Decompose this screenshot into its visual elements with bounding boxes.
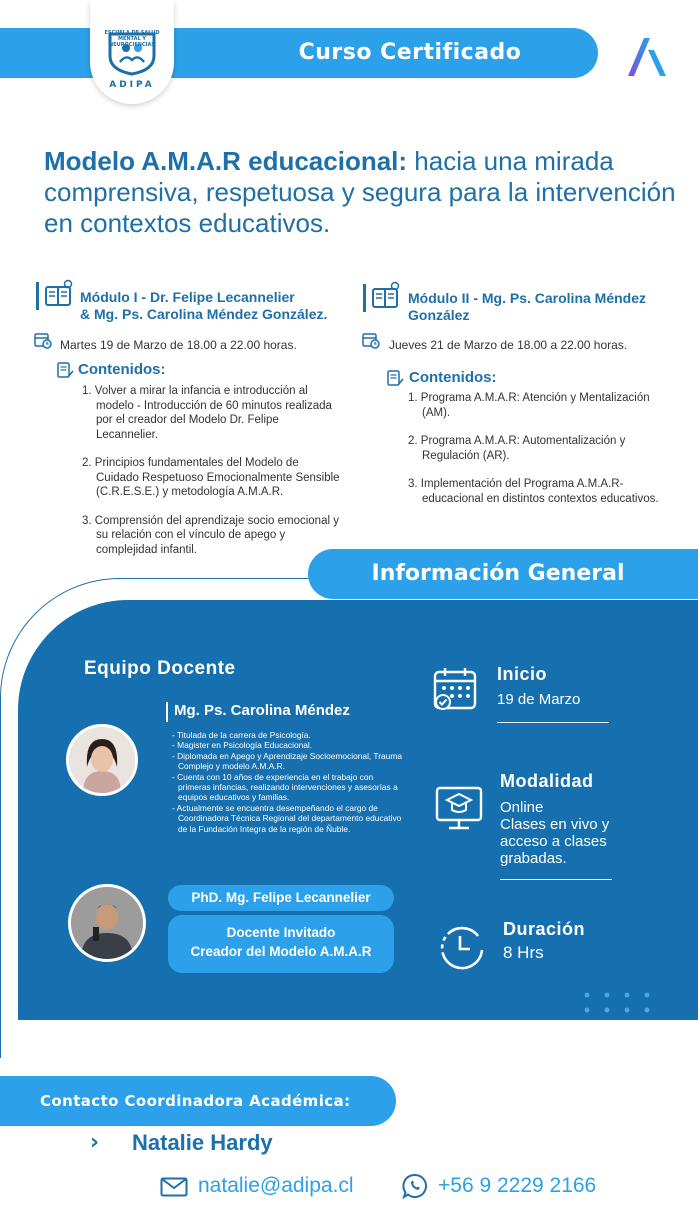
list-item: 2. Programa A.M.A.R: Automentalización y Regulación (AR). <box>408 435 626 462</box>
module-2-title-line1: Módulo II - Mg. Ps. Carolina Méndez <box>408 290 647 306</box>
module-2-title-line2: González <box>408 307 470 323</box>
module-1-contents-list <box>82 384 344 571</box>
list-item: - Diplomada en Apego y Aprendizaje Socioemocional, Trauma Complejo y modelo A.M.A.R. <box>172 750 402 772</box>
teacher-avatar <box>66 724 138 796</box>
guest-name-pill: PhD. Mg. Felipe Lecannelier <box>168 885 394 911</box>
module-2-contents-list <box>408 391 664 520</box>
module-2-date: Jueves 21 de Marzo de 18.00 a 22.00 horas. <box>389 338 628 352</box>
mode-value-3: acceso a clases <box>500 833 607 850</box>
online-class-icon <box>434 782 484 834</box>
module-1-accent-bar <box>36 282 39 310</box>
list-item: - Magister en Psicología Educacional. <box>172 740 313 751</box>
guest-avatar <box>68 884 146 962</box>
mode-value-1: Online <box>500 799 544 816</box>
adipa-logo-brand: ADIPA <box>109 80 155 90</box>
chevron-right-icon: › <box>90 1130 100 1155</box>
duration-label: Duración <box>503 919 586 939</box>
module-1-date: Martes 19 de Marzo de 18.00 a 22.00 horas. <box>60 338 297 352</box>
calendar-clock-icon <box>34 331 52 349</box>
teacher-name-bar <box>166 702 168 722</box>
module-1-title-line2: & Mg. Ps. Carolina Méndez González. <box>80 306 328 322</box>
book-lightbulb-icon <box>44 279 74 309</box>
list-item: 2. Principios fundamentales del Modelo de Cuidado Respetuoso Emocionalmente Sensible (C.R.E.S.E.) y metodología A.M.A.R. <box>82 457 340 498</box>
list-item: - Cuenta con 10 años de experiencia en el trabajo con primeras infancias, realizando intervenciones y asesorías a equipos educativos y familias. <box>172 771 398 803</box>
page-title <box>44 146 684 239</box>
list-item: - Titulada de la carrera de Psicología. <box>172 730 311 740</box>
module-2-accent-bar <box>363 284 366 312</box>
list-item: - Actualmente se encuentra desempeñando el cargo de Coordinadora Técnica Regional del departamento educativo de la Fundación Integra de la región de Ñuble. <box>172 802 402 834</box>
book-lightbulb-icon <box>371 281 401 311</box>
duration-value: 8 Hrs <box>503 943 544 962</box>
list-item: 1. Programa A.M.A.R: Atención y Mentalización (AM). <box>408 392 650 419</box>
separator <box>497 722 609 723</box>
person-avatar-icon <box>69 727 135 793</box>
contact-name: Natalie Hardy <box>132 1130 273 1155</box>
info-section-title: Información General <box>371 561 625 586</box>
whatsapp-icon <box>402 1173 428 1199</box>
separator <box>500 879 612 880</box>
guest-role-box <box>168 915 394 973</box>
document-edit-icon <box>386 369 404 387</box>
mode-label: Modalidad <box>500 771 594 791</box>
decorative-dots <box>584 992 654 1016</box>
list-item: 3. Implementación del Programa A.M.A.R-educacional en distintos contextos educativos. <box>408 478 659 505</box>
contact-phone-link[interactable]: +56 9 2229 2166 <box>438 1174 597 1197</box>
header-badge-text: Curso Certificado <box>298 40 522 65</box>
document-edit-icon <box>56 361 74 379</box>
list-item: 1. Volver a mirar la infancia e introducción al modelo - Introducción de 60 minutos realizada por el creador del Modelo Dr. Felipe Lecannelier. <box>82 385 332 441</box>
module-1-title-line1: Módulo I - Dr. Felipe Lecannelier <box>80 289 295 305</box>
page-title-rest: hacia una mirada comprensiva, respetuosa y segura para la intervención en contextos educativos. <box>44 146 676 238</box>
contact-label: Contacto Coordinadora Académica: <box>40 1092 351 1110</box>
guest-role-line2: Creador del Modelo A.M.A.R <box>190 944 372 959</box>
mode-value-2: Clases en vivo y <box>500 816 610 833</box>
list-item: 3. Comprensión del aprendizaje socio emocional y su relación con el vínculo de apego y complejidad infantil. <box>82 514 339 556</box>
module-2-contents-label: Contenidos: <box>409 369 497 386</box>
module-1-contents-label: Contenidos: <box>78 361 166 378</box>
clock-icon <box>438 924 488 972</box>
person-avatar-icon <box>71 887 143 959</box>
calendar-clock-icon <box>362 331 380 349</box>
guest-role-line1: Docente Invitado <box>226 925 336 940</box>
teacher-bio-list <box>172 730 406 834</box>
teacher-name: Mg. Ps. Carolina Méndez <box>174 702 350 719</box>
contact-email-link[interactable]: natalie@adipa.cl <box>198 1174 354 1197</box>
adipa-a-logo-icon <box>620 32 670 80</box>
page-title-bold: Modelo A.M.A.R educacional: <box>44 146 408 176</box>
email-icon <box>160 1177 188 1197</box>
start-value: 19 de Marzo <box>497 691 581 708</box>
calendar-check-icon <box>432 666 480 714</box>
adipa-logo-caption: ESCUELA DE SALUD MENTAL Y NEUROCIENCIAS <box>104 30 160 48</box>
team-label: Equipo Docente <box>84 658 236 679</box>
start-label: Inicio <box>497 664 548 684</box>
mode-value-4: grabadas. <box>500 850 567 867</box>
